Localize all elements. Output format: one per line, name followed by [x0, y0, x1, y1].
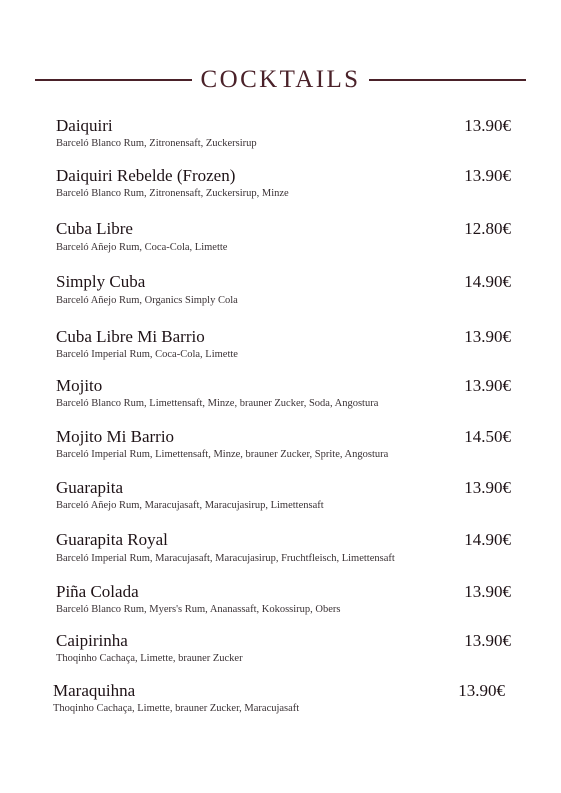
item-ingredients: Barceló Blanco Rum, Zitronensaft, Zuckersirup, Minze [56, 188, 289, 199]
item-ingredients: Barceló Blanco Rum, Zitronensaft, Zuckersirup [56, 138, 257, 149]
item-name: Piña Colada [56, 582, 139, 601]
item-name: Mojito [56, 376, 103, 395]
item-name: Cuba Libre Mi Barrio [56, 327, 205, 346]
item-ingredients: Barceló Añejo Rum, Maracujasaft, Maracujasirup, Limettensaft [56, 500, 324, 511]
item-price: 13.90€ [464, 327, 511, 346]
item-name: Daiquiri Rebelde (Frozen) [56, 166, 236, 185]
item-name: Caipirinha [56, 631, 128, 650]
item-name: Simply Cuba [56, 272, 146, 291]
item-price: 13.90€ [464, 166, 511, 185]
page-title: COCKTAILS [200, 66, 361, 93]
item-ingredients: Barceló Imperial Rum, Limettensaft, Minze, brauner Zucker, Sprite, Angostura [56, 449, 389, 460]
header-rule-right [369, 79, 526, 81]
item-name: Daiquiri [56, 116, 113, 135]
item-price: 14.90€ [464, 530, 511, 549]
item-name: Mojito Mi Barrio [56, 427, 175, 446]
item-ingredients: Barceló Añejo Rum, Organics Simply Cola [56, 295, 238, 306]
header-rule-left [35, 79, 192, 81]
item-price: 14.50€ [464, 427, 511, 446]
item-price: 13.90€ [464, 116, 511, 135]
item-ingredients: Barceló Imperial Rum, Maracujasaft, Maracujasirup, Fruchtfleisch, Limettensaft [56, 553, 395, 564]
item-price: 13.90€ [464, 376, 511, 395]
item-name: Guarapita Royal [56, 530, 168, 549]
item-ingredients: Barceló Añejo Rum, Coca-Cola, Limette [56, 242, 228, 253]
item-name: Maraquihna [53, 681, 136, 700]
item-price: 13.90€ [458, 681, 505, 700]
item-price: 13.90€ [464, 478, 511, 497]
item-ingredients: Thoqinho Cachaça, Limette, brauner Zucker [56, 653, 243, 664]
item-price: 14.90€ [464, 272, 511, 291]
item-ingredients: Barceló Blanco Rum, Myers's Rum, Ananassaft, Kokossirup, Obers [56, 604, 341, 615]
item-price: 13.90€ [464, 631, 511, 650]
menu-header [0, 62, 561, 98]
item-ingredients: Barceló Imperial Rum, Coca-Cola, Limette [56, 349, 238, 360]
item-name: Cuba Libre [56, 219, 133, 238]
item-ingredients: Thoqinho Cachaça, Limette, brauner Zucker, Maracujasaft [53, 703, 300, 714]
item-ingredients: Barceló Blanco Rum, Limettensaft, Minze, brauner Zucker, Soda, Angostura [56, 398, 379, 409]
item-price: 13.90€ [464, 582, 511, 601]
item-price: 12.80€ [464, 219, 511, 238]
item-name: Guarapita [56, 478, 124, 497]
